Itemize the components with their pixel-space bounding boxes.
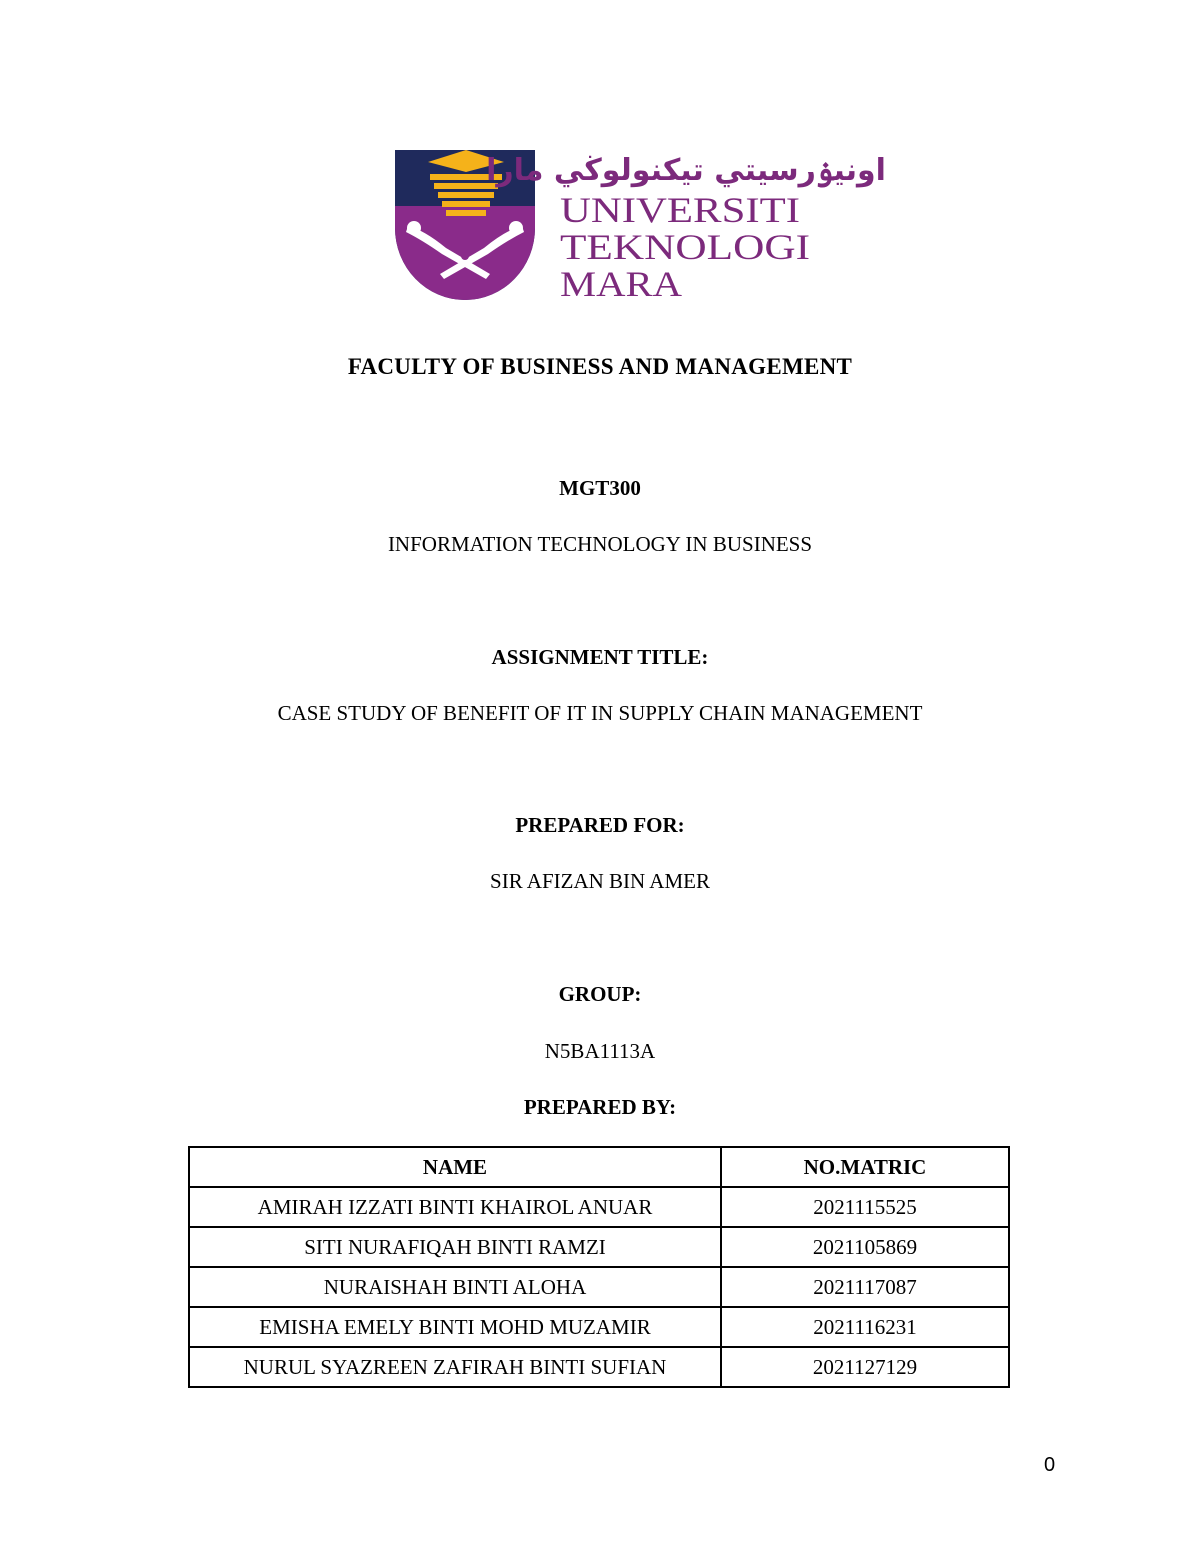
logo-name-line1: UNIVERSITI (560, 190, 800, 230)
member-matric: 2021127129 (721, 1347, 1009, 1387)
uitm-logo (394, 148, 886, 304)
table-row (189, 1227, 1009, 1267)
member-matric: 2021115525 (721, 1187, 1009, 1227)
faculty-title: FACULTY OF BUSINESS AND MANAGEMENT (347, 354, 853, 379)
group-label: GROUP: (558, 982, 642, 1006)
prepared-for: SIR AFIZAN BIN AMER (490, 869, 710, 893)
logo-name-line3: MARA (560, 264, 682, 304)
member-name: NURAISHAH BINTI ALOHA (189, 1267, 721, 1307)
table-row (189, 1307, 1009, 1347)
header-matric: NO.MATRIC (721, 1147, 1009, 1187)
member-matric: 2021117087 (721, 1267, 1009, 1307)
logo-name-line2: TEKNOLOGI (560, 227, 810, 267)
table-row (189, 1187, 1009, 1227)
table-row (189, 1267, 1009, 1307)
course-name: INFORMATION TECHNOLOGY IN BUSINESS (387, 532, 813, 556)
course-code: MGT300 (559, 476, 641, 500)
table-header-row (189, 1147, 1009, 1187)
assignment-label: ASSIGNMENT TITLE: (491, 645, 709, 669)
group-code: N5BA1113A (544, 1039, 656, 1063)
member-name: SITI NURAFIQAH BINTI RAMZI (189, 1227, 721, 1267)
member-matric: 2021116231 (721, 1307, 1009, 1347)
table-row (189, 1347, 1009, 1387)
logo-jawi: اونيۏرسيتي تيكنولوڬي مارا (486, 153, 886, 188)
assignment-title: CASE STUDY OF BENEFIT OF IT IN SUPPLY CHAIN MANAGEMENT (277, 701, 923, 725)
prepared-by-label: PREPARED BY: (523, 1095, 677, 1119)
members-table (188, 1146, 1010, 1388)
member-name: NURUL SYAZREEN ZAFIRAH BINTI SUFIAN (189, 1347, 721, 1387)
member-name: AMIRAH IZZATI BINTI KHAIROL ANUAR (189, 1187, 721, 1227)
header-name: NAME (189, 1147, 721, 1187)
member-matric: 2021105869 (721, 1227, 1009, 1267)
member-name: EMISHA EMELY BINTI MOHD MUZAMIR (189, 1307, 721, 1347)
prepared-for-label: PREPARED FOR: (515, 813, 685, 837)
page-number: 0 (1044, 1454, 1056, 1476)
